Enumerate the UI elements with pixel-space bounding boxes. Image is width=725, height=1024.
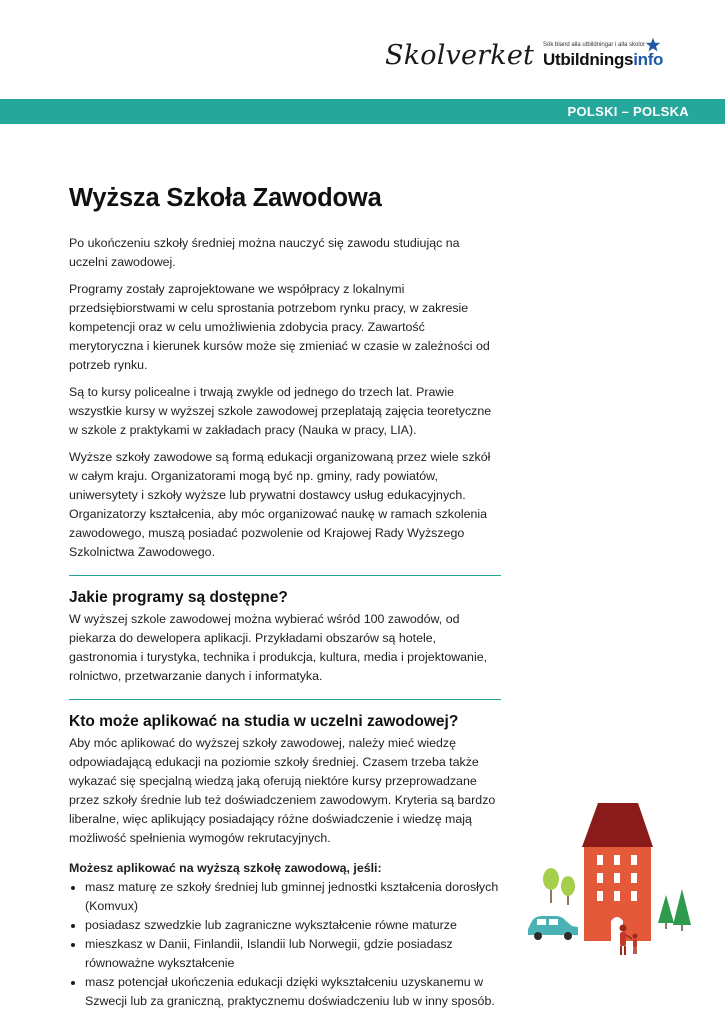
section-text-programs: W wyższej szkole zawodowej można wybierać wśród 100 zawodów, od piekarza do dewelopera aplikacji. Przykładami obszarów są hotele, gastronomia i turystyka, technika i produkcja, kultura, media i projektowanie, rolnictwo, przetwarzanie danych i informatyka. bbox=[69, 612, 488, 683]
list-item: • masz maturę ze szkoły średniej lub gminnej jednostki kształcenia dorosłych (Komvux) bbox=[85, 878, 501, 916]
skolverket-logo: Skolverket bbox=[385, 40, 535, 71]
intro-paragraph-3: Są to kursy policealne i trwają zwykle od jednego do trzech lat. Prawie wszystkie kursy w wyższej szkole zawodowej przeplatają zajęcia teoretyczne w szkole z praktykami w zakładach pracy (Nauka w pracy, LIA). bbox=[69, 385, 492, 437]
tree-icon bbox=[543, 868, 559, 903]
section-divider bbox=[69, 699, 501, 700]
list-item: • posiadasz szwedzkie lub zagraniczne wykształcenie równe maturze bbox=[85, 916, 501, 935]
main-content bbox=[69, 182, 501, 1011]
intro-paragraph-2: Programy zostały zaprojektowane we współpracy z lokalnymi przedsiębiorstwami w celu sprostania potrzebom rynku pracy, w zakresie kompetencji oraz w celu umożliwienia zdobycia pracy. Zawartość merytoryczna i kierunek kursów może się zmieniać w czasie w zależności od potrzeb rynku. bbox=[69, 282, 490, 372]
section-text-eligibility: Aby móc aplikować do wyższej szkoły zawodowej, należy mieć wiedzę odpowiadającą edukacji na poziomie szkoły średniej. Czasem trzeba także wykazać się specjalną wiedzą jaką oferują niektóre kursy przeprowadzane przez szkoły średnie lub też doświadczeniem zawodowym. Kryteria są bardzo liberalne, więc aplikujący posiadający różne doświadczenie i wiedzę mają możliwość spełnienia wymogów rekrutacyjnych. bbox=[69, 736, 496, 845]
list-item: • masz potencjał ukończenia edukacji dzięki wykształceniu uzyskanemu w Szwecji lub za graniczną, praktycznemu doświadczeniu lub w inny sposób. bbox=[85, 973, 501, 1011]
logo-wordmark bbox=[543, 50, 663, 70]
house-icon bbox=[582, 803, 653, 941]
section-divider bbox=[69, 575, 501, 576]
section-heading-programs: Jakie programy są dostępne? bbox=[69, 589, 288, 606]
logo-wordmark-suffix: info bbox=[633, 50, 664, 69]
intro-paragraph-1: Po ukończeniu szkoły średniej można nauczyć się zawodu studiując na uczelni zawodowej. bbox=[69, 236, 460, 269]
logo-wordmark-main: Utbildnings bbox=[543, 50, 634, 69]
utbildningsinfo-logo bbox=[543, 40, 693, 70]
car-icon bbox=[528, 916, 578, 940]
language-label: POLSKI – POLSKA bbox=[567, 104, 689, 119]
logo-tagline: Sök bland alla utbildningar i alla skolor bbox=[543, 42, 646, 48]
star-icon bbox=[645, 37, 661, 53]
page-title: Wyższa Szkoła Zawodowa bbox=[69, 184, 382, 212]
pine-tree-icon bbox=[658, 889, 691, 931]
tree-icon bbox=[561, 876, 575, 905]
section-heading-eligibility: Kto może aplikować na studia w uczelni zawodowej? bbox=[69, 713, 459, 730]
intro-paragraph-4: Wyższe szkoły zawodowe są formą edukacji organizowaną przez wiele szkół w całym kraju. Organizatorami mogą być np. gminy, rady powiatów, uniwersytety i szkoły wyższe lub prywatni dostawcy usług edukacyjnych. Organizatorzy kształcenia, aby móc organizować naukę w ramach szkolenia zawodowego, muszą posiadać pozwolenie od Krajowej Rady Wyższego Szkolnictwa Zawodowego. bbox=[69, 450, 491, 559]
list-item: • mieszkasz w Danii, Finlandii, Islandii lub Norwegii, gdzie posiadasz równoważne wykształcenie bbox=[85, 935, 501, 973]
language-bar bbox=[0, 99, 725, 124]
house-illustration bbox=[522, 795, 697, 967]
eligibility-list bbox=[69, 878, 501, 1011]
eligibility-list-heading: Możesz aplikować na wyższą szkołę zawodową, jeśli: bbox=[69, 861, 382, 875]
